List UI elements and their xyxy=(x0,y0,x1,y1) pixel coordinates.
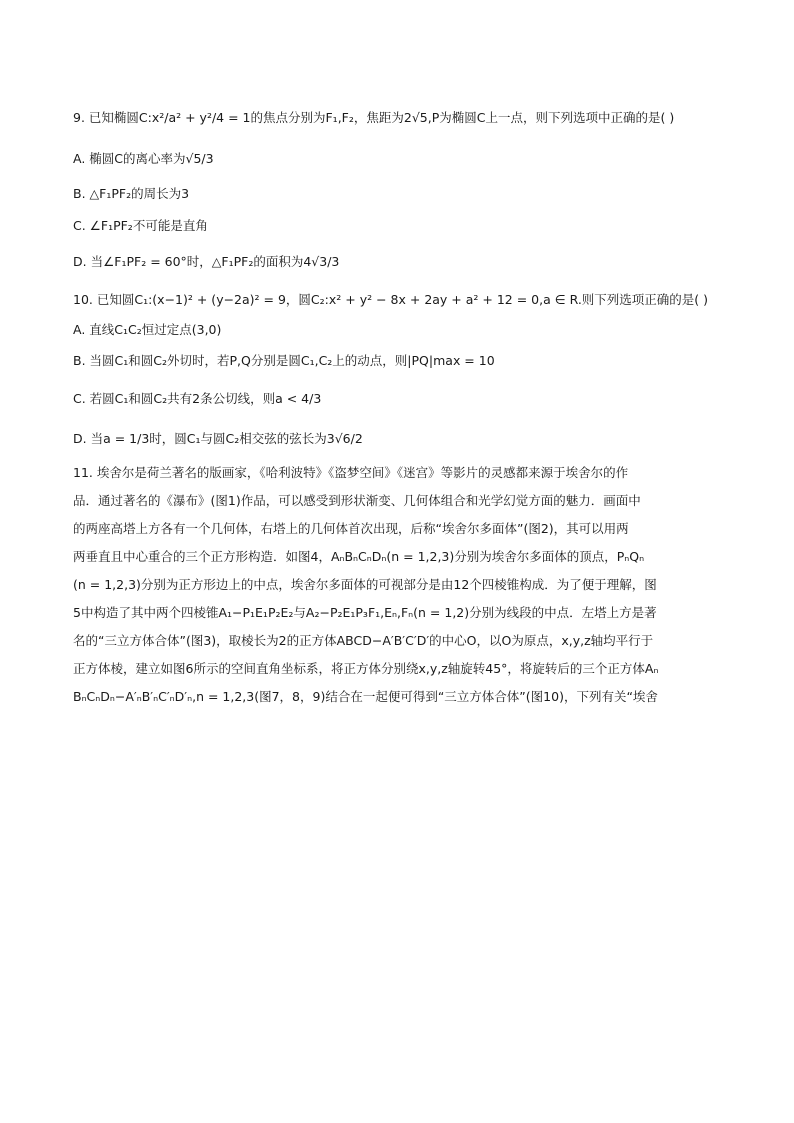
question-9-stem: 9. 已知椭圆C:x²/a² + y²/4 = 1的焦点分别为F₁,F₂，焦距为2√5,P为椭圆C上一点，则下列选项中正确的是( ) xyxy=(73,110,675,125)
question-11-line: 正方体棱，建立如图6所示的空间直角坐标系，将正方体分别绕x,y,z轴旋转45°，将旋转后的三个正方体Aₙ xyxy=(73,661,659,676)
question-11-line: 5中构造了其中两个四棱锥A₁−P₁E₁P₂E₂与A₂−P₂E₁P₃F₁,Eₙ,Fₙ(n = 1,2)分别为线段的中点．左塔上方是著 xyxy=(73,605,657,620)
question-10-option-c: C. 若圆C₁和圆C₂共有2条公切线，则a < 4/3 xyxy=(73,391,322,406)
question-11-line: 两垂直且中心重合的三个正方形构造．如图4，AₙBₙCₙDₙ(n = 1,2,3)分别为埃舍尔多面体的顶点，PₙQₙ xyxy=(73,549,645,564)
question-10-option-b: B. 当圆C₁和圆C₂外切时，若P,Q分别是圆C₁,C₂上的动点，则|PQ|max = 10 xyxy=(73,353,495,368)
question-10-option-a: A. 直线C₁C₂恒过定点(3,0) xyxy=(73,322,222,337)
question-11-line: 名的“三立方体合体”(图3)，取棱长为2的正方体ABCD−A′B′C′D′的中心O，以O为原点，x,y,z轴均平行于 xyxy=(73,633,654,648)
question-11-line: 品．通过著名的《瀑布》(图1)作品，可以感受到形状渐变、几何体组合和光学幻觉方面的魅力．画面中 xyxy=(73,493,641,508)
question-9-option-d: D. 当∠F₁PF₂ = 60°时，△F₁PF₂的面积为4√3/3 xyxy=(73,254,340,269)
question-9-option-b: B. △F₁PF₂的周长为3 xyxy=(73,186,190,201)
question-9-option-a: A. 椭圆C的离心率为√5/3 xyxy=(73,151,214,166)
question-9-option-c: C. ∠F₁PF₂不可能是直角 xyxy=(73,218,208,233)
question-11-line: 11. 埃舍尔是荷兰著名的版画家，《哈利波特》《盗梦空间》《迷宫》等影片的灵感都来源于埃舍尔的作 xyxy=(73,465,629,480)
question-11-line: (n = 1,2,3)分别为正方形边上的中点，埃舍尔多面体的可视部分是由12个四棱锥构成．为了便于理解，图 xyxy=(73,577,657,592)
question-10-stem: 10. 已知圆C₁:(x−1)² + (y−2a)² = 9，圆C₂:x² + y² − 8x + 2ay + a² + 12 = 0,a ∈ R.则下列选项正确的是( ) xyxy=(73,292,709,307)
question-11-line: 的两座高塔上方各有一个几何体，右塔上的几何体首次出现，后称“埃舍尔多面体”(图2)，其可以用两 xyxy=(73,521,629,536)
question-10-option-d: D. 当a = 1/3时，圆C₁与圆C₂相交弦的弦长为3√6/2 xyxy=(73,431,363,446)
question-11-line: BₙCₙDₙ−A′ₙB′ₙC′ₙD′ₙ,n = 1,2,3(图7，8，9)结合在一起便可得到“三立方体合体”(图10)，下列有关“埃舍 xyxy=(73,689,658,704)
